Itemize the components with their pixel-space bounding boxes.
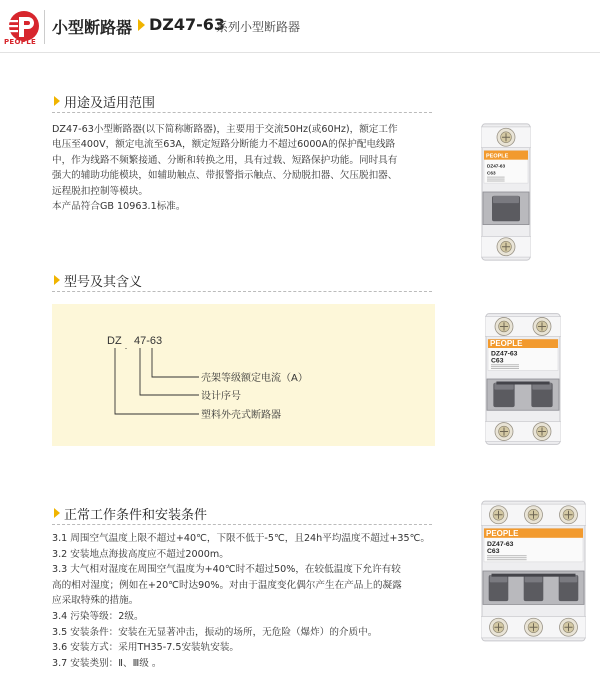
connector-line: [152, 348, 199, 377]
list-item: 高的相对湿度；例如在+20℃时达90%。对由于温度变化偶尔产生在产品上的凝露: [52, 579, 402, 591]
breaker-3p-image: [481, 495, 586, 647]
label-rated-current: 壳架等级额定电流（A）: [201, 373, 308, 384]
text-line: 强大的辅助功能模块，如辅助触点、带报警指示触点、分励脱扣器、欠压脱扣器、: [52, 170, 398, 182]
svg-text:PEOPLE: PEOPLE: [490, 339, 523, 349]
svg-text:DZ47-63: DZ47-63: [487, 540, 514, 548]
svg-text:C63: C63: [487, 548, 500, 556]
list-item: 3.5 安装条件：安装在无显著冲击，振动的场所，无危险（爆炸）的介质中。: [52, 626, 378, 638]
page-title: 小型断路器: [52, 18, 133, 37]
text-line: 远程脱扣控制等模块。: [52, 185, 148, 197]
section-arrow-icon: [54, 275, 60, 285]
breaker-2p-image: [485, 308, 561, 450]
section-title-usage: 用途及适用范围: [64, 96, 156, 111]
section-divider: [52, 524, 432, 525]
header-rule: [0, 52, 600, 53]
conditions-list: [52, 531, 452, 671]
code-number: 47-63: [134, 335, 163, 347]
svg-text:DZ47-63: DZ47-63: [491, 350, 518, 358]
connector-line: [140, 348, 199, 395]
breaker-1p-image: [481, 118, 531, 266]
section-divider: [52, 291, 432, 292]
text-line: DZ47-63小型断路器(以下简称断路器)，主要用于交流50Hz(或60Hz)，额定工作: [52, 124, 398, 135]
breaker-drawing: [485, 308, 561, 450]
svg-text:DZ47-63: DZ47-63: [487, 163, 506, 169]
list-item: 3.6 安装方式：采用TH35-7.5安装轨安装。: [52, 642, 240, 654]
svg-text:PEOPLE: PEOPLE: [486, 528, 519, 538]
list-item: 3.7 安装类别：Ⅱ、Ⅲ级 。: [52, 657, 162, 669]
header-subtitle: 系列小型断路器: [216, 20, 301, 34]
svg-text:PEOPLE: PEOPLE: [486, 153, 509, 160]
text-line: 本产品符合GB 10963.1标准。: [52, 201, 186, 213]
list-item: 3.4 污染等级：2级。: [52, 610, 144, 622]
title-arrow-icon: [138, 19, 145, 31]
section-arrow-icon: [54, 96, 60, 106]
svg-text:C63: C63: [491, 357, 504, 365]
svg-text:C63: C63: [487, 170, 496, 176]
breaker-drawing: [481, 495, 586, 647]
section-title-conditions: 正常工作条件和安装条件: [64, 508, 208, 523]
list-item: 3.2 安装地点海拔高度应不超过2000m。: [52, 548, 229, 560]
code-prefix: DZ: [107, 335, 122, 347]
connector-line: [115, 348, 199, 414]
logo-text: PEOPLE: [4, 38, 37, 46]
text-line: 中，作为线路不频繁接通、分断和转换之用，具有过载、短路保护功能。同时具有: [52, 154, 398, 166]
breaker-drawing: [481, 118, 531, 266]
list-item: 应采取特殊的措施。: [52, 595, 139, 607]
list-item: 3.1 周围空气温度上限不超过+40℃，下限不低于-5℃，且24h平均温度不超过+35℃。: [52, 533, 431, 544]
header-model: DZ47-63: [149, 15, 226, 34]
label-plastic-case: 塑料外壳式断路器: [201, 410, 281, 421]
text-line: 电压至400V，额定电流至63A，额定短路分断能力不超过6000A的保护配电线路: [52, 139, 396, 151]
list-item: 3.3 大气相对湿度在周围空气温度为+40℃时不超过50%，在较低温度下允许有较: [52, 564, 401, 576]
section-divider: [52, 112, 432, 113]
section-arrow-icon: [54, 508, 60, 518]
label-design-number: 设计序号: [201, 391, 241, 402]
usage-paragraph: [52, 122, 442, 214]
section-title-model: 型号及其含义: [64, 275, 143, 290]
header-divider: [44, 10, 45, 44]
model-meaning-diagram: [52, 304, 435, 446]
